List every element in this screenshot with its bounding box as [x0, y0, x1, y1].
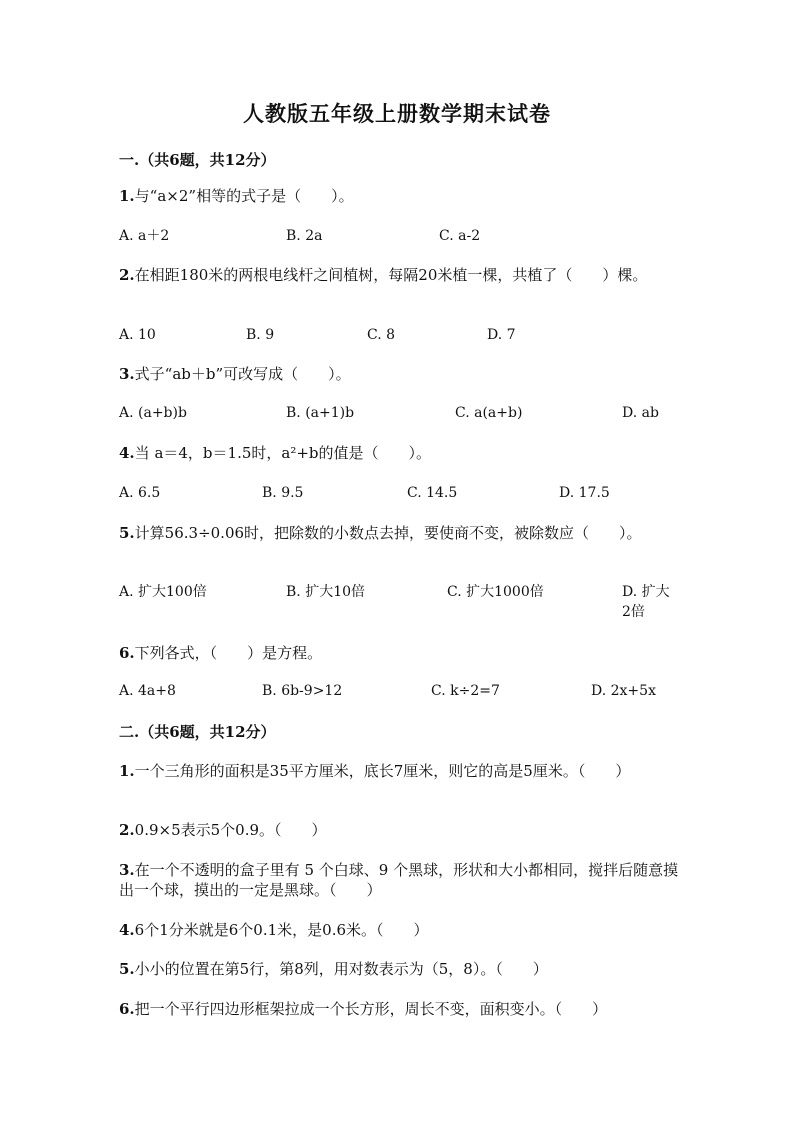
- question-number: 4.: [119, 444, 135, 462]
- option-c: C. a-2: [439, 228, 481, 244]
- question-number: 2.: [119, 266, 135, 284]
- question-2-4: [119, 920, 679, 940]
- question-text: 下列各式，（ ）是方程。: [134, 644, 323, 662]
- question-number: 6.: [119, 1000, 135, 1018]
- question-1-5: [119, 523, 679, 543]
- option-a: A. a＋2: [119, 228, 170, 244]
- option-d: D. 2x+5x: [591, 683, 656, 699]
- option-c: C. a(a+b): [455, 405, 523, 421]
- option-a: A. 扩大100倍: [119, 584, 207, 600]
- option-c: C. 14.5: [407, 485, 458, 501]
- option-a: A. (a+b)b: [119, 405, 187, 421]
- option-d: D. 扩大2倍: [622, 584, 670, 620]
- question-text: 与“a×2”相等的式子是（ ）。: [134, 187, 354, 205]
- question-1-2: [119, 265, 679, 285]
- question-text: 6个1分米就是6个0.1米，是0.6米。（ ）: [134, 921, 429, 939]
- question-1-4: [119, 443, 679, 463]
- option-b: B. 扩大10倍: [286, 584, 366, 600]
- question-1-6: [119, 643, 679, 663]
- option-b: B. 9.5: [262, 485, 304, 501]
- option-d: D. 7: [487, 327, 516, 343]
- question-text: 小小的位置在第5行，第8列，用对数表示为（5，8）。（ ）: [134, 960, 548, 978]
- option-b: B. 6b-9>12: [262, 683, 343, 699]
- question-number: 3.: [119, 365, 135, 383]
- question-text: 在一个不透明的盒子里有 5 个白球、9 个黑球，形状和大小都相同，搅拌后随意摸出一个球，摸出的一定是黑球。（ ）: [119, 861, 679, 899]
- question-text: 一个三角形的面积是35平方厘米，底长7厘米，则它的高是5厘米。（ ）: [134, 762, 631, 780]
- option-a: A. 10: [119, 327, 156, 343]
- option-b: B. 2a: [286, 228, 323, 244]
- question-2-2: [119, 820, 679, 840]
- question-1-3: [119, 364, 679, 384]
- option-b: B. (a+1)b: [286, 405, 355, 421]
- question-text: 计算56.3÷0.06时，把除数的小数点去掉，要使商不变，被除数应（ ）。: [134, 524, 642, 542]
- question-number: 4.: [119, 921, 135, 939]
- question-number: 3.: [119, 861, 135, 879]
- question-number: 5.: [119, 960, 135, 978]
- option-c: C. 扩大1000倍: [447, 584, 544, 600]
- question-2-6: [119, 999, 679, 1019]
- question-text: 式子“ab＋b”可改写成（ ）。: [134, 365, 351, 383]
- section-heading-1: 一.（共6题，共12分）: [119, 151, 276, 169]
- section-heading-2: 二.（共6题，共12分）: [119, 723, 276, 741]
- question-number: 5.: [119, 524, 135, 542]
- option-c: C. k÷2=7: [431, 683, 500, 699]
- question-number: 1.: [119, 187, 135, 205]
- question-2-3: [119, 860, 679, 900]
- option-a: A. 4a+8: [119, 683, 176, 699]
- question-1-1: [119, 186, 679, 206]
- option-d: D. ab: [622, 405, 659, 421]
- question-text: 在相距180米的两根电线杆之间植树，每隔20米植一棵，共植了（ ）棵。: [134, 266, 648, 284]
- page-title: 人教版五年级上册数学期末试卷: [243, 101, 551, 126]
- question-number: 6.: [119, 644, 135, 662]
- question-number: 2.: [119, 821, 135, 839]
- question-text: 把一个平行四边形框架拉成一个长方形，周长不变，面积变小。（ ）: [134, 1000, 608, 1018]
- question-text: 当 a＝4，b＝1.5时，a²+b的值是（ ）。: [134, 444, 432, 462]
- question-2-5: [119, 959, 679, 979]
- question-number: 1.: [119, 762, 135, 780]
- option-b: B. 9: [246, 327, 275, 343]
- question-2-1: [119, 761, 679, 781]
- option-c: C. 8: [367, 327, 396, 343]
- question-text: 0.9×5表示5个0.9。（ ）: [134, 821, 327, 839]
- option-d: D. 17.5: [559, 485, 610, 501]
- option-a: A. 6.5: [119, 485, 161, 501]
